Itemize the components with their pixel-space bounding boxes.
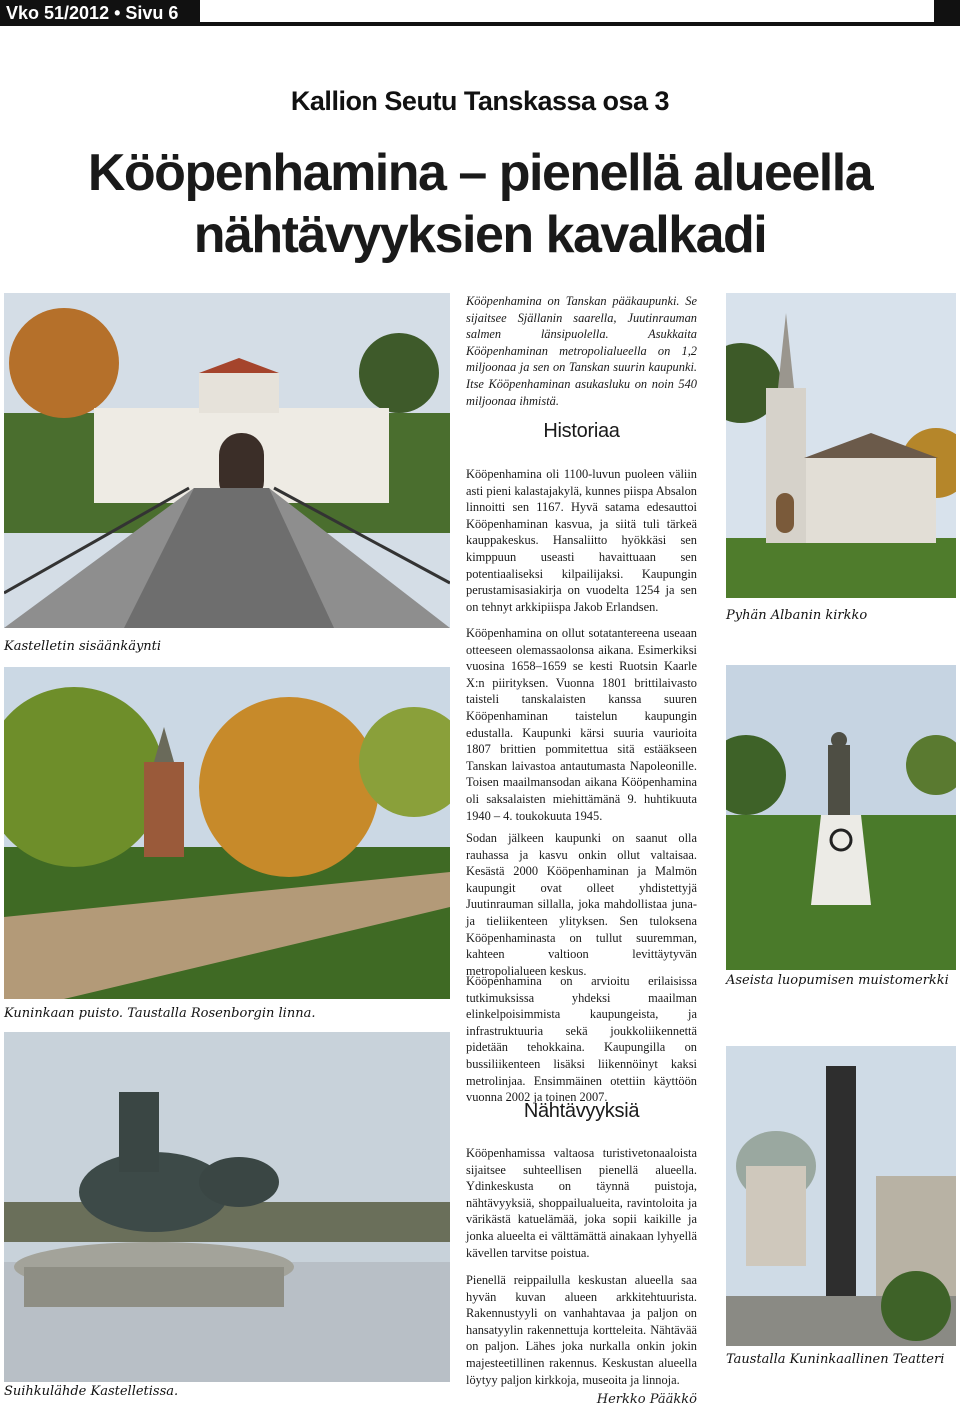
section-title-history: Historiaa bbox=[543, 420, 620, 442]
caption-park: Kuninkaan puisto. Taustalla Rosenborgin linna. bbox=[4, 1006, 316, 1021]
paragraph-sights-2: Pienellä reippailulla keskustan alueella saa hyvän kuvan alueen arkkitehtuurista. Rakennustyyli on vanhahtavaa ja paljon on hansatyylin rakennettuja kortteleita. Nähtävää on paljon. Lähes joka nurkalla onkin jokin majesteetillinen rakennus. Keskustan alueella löytyy paljon kirkkoja, museoita ja linnoja. bbox=[466, 1273, 697, 1387]
issue-tag: Vko 51/2012 • Sivu 6 bbox=[0, 0, 200, 26]
caption-gate: Kastelletin sisäänkäynti bbox=[4, 639, 162, 654]
section-title-sights: Nähtävyyksiä bbox=[523, 1100, 640, 1122]
series-title: Kallion Seutu Tanskassa osa 3 bbox=[290, 86, 670, 116]
header-corner bbox=[934, 0, 960, 26]
photo-royal-theatre bbox=[726, 1046, 956, 1346]
photo-memorial bbox=[726, 665, 956, 970]
photo-gefion-fountain bbox=[4, 1032, 450, 1382]
headline-line-2: nähtävyyksien kavalkadi bbox=[193, 206, 767, 264]
paragraph-sights-1: Kööpenhamissa valtaosa turistivetonaaloista sijaitsee suhteellisen pienellä alueella. Ydinkeskusta on täynnä puistoja, nähtävyyksiä, shoppailualueita, ravintoloita ja värikästä katuelämää, joka sopii kaikille ja jonka alueelta ei välttämättä ainakaan lyhyellä kävellen tarvitse poistua. bbox=[466, 1146, 697, 1260]
caption-church: Pyhän Albanin kirkko bbox=[726, 608, 868, 623]
author-byline: Herkko Pääkkö bbox=[596, 1392, 697, 1407]
header-rule bbox=[200, 22, 960, 26]
paragraph-history-3: Sodan jälkeen kaupunki on saanut olla rauhassa ja kasvu onkin ollut valtaisaa. Kesästä 2000 Kööpenhaminan ja Malmön kaupungit ovat olleet yhdistettyjä Juutinrauman sillalla, joka mahdollistaa juna- ja tieliikenteen ylityksen. Sen tuloksena Kööpenhaminasta on tullut suuremman, kahteen valtioon levittäytyvän metropolialueen keskus. bbox=[466, 831, 697, 978]
paragraph-history-2: Kööpenhamina on ollut sotatantereena useaan otteeseen olemassaolonsa aikana. Esimerkiksi vuosina 1658–1659 se kesti Ruotsin Kaarle X:n piirityksen. Vuonna 1801 brittilaivasto taisteli tanskalaisten kanssa suuren Kööpenhaminan taistelun kaupungin edustalla. Kaupunki kärsi suuria vaurioita 1807 brittien pommitettua sitä estääkseen Tanskan laivastoa antautumasta Napoleonille. Toisen maailmansodan aikana Kööpenhamina oli saksalaisten miehittämänä 9. huhtikuuta 1940 – 4. toukokuuta 1945. bbox=[466, 626, 697, 823]
caption-theatre: Taustalla Kuninkaallinen Teatteri bbox=[726, 1352, 945, 1367]
headline bbox=[20, 142, 940, 266]
photo-kings-garden bbox=[4, 667, 450, 999]
headline-line-1: Kööpenhamina – pienellä alueella bbox=[87, 144, 873, 202]
photo-st-albans-church bbox=[726, 293, 956, 598]
caption-fountain: Suihkulähde Kastelletissa. bbox=[4, 1384, 179, 1399]
caption-memorial: Aseista luopumisen muistomerkki bbox=[726, 973, 949, 988]
paragraph-history-1: Kööpenhamina oli 1100-luvun puoleen väliin asti pieni kalastajakylä, kunnes piispa Absalon linnoitti sen 1167. Hyvä satama edesauttoi Kööpenhaminan kasvua, ja siitä tuli tärkeä kauppakeskus. Hansaliitto hyökkäsi sen kimppuun useasti havaittuaan sen potentiaaliseksi kilpailijaksi. Kaupungin perustamisasiakirja on vuodelta 1254 ja sen on tehnyt arkkipiispa Jakob Erlandsen. bbox=[466, 467, 697, 614]
intro-paragraph: Kööpenhamina on Tanskan pääkaupunki. Se sijaitsee Själlanin saarella, Juutinrauman salmen länsipuolella. Asukkaita Kööpenhaminan metropolialueella on 1,2 miljoonaa ja sen on Tanskan suurin kaupunki. Itse Kööpenhaminan asukasluku on noin 540 miljoonaa ihmistä. bbox=[466, 294, 697, 408]
photo-kastellet-gate bbox=[4, 293, 450, 628]
paragraph-history-4: Kööpenhamina on arvioitu erilaisissa tutkimuksissa yhdeksi maailman elinkelpoisimmista kaupungeista, ja infrastruktuuria sekä joukkoliikennettä pidetään tehokkaina. Kaupungilla on bussiliikenteen lisäksi liikennöinyt kaksi metrolinjaa. Ensimmäinen otettiin käyttöön vuonna 2002 ja toinen 2007. bbox=[466, 974, 697, 1105]
